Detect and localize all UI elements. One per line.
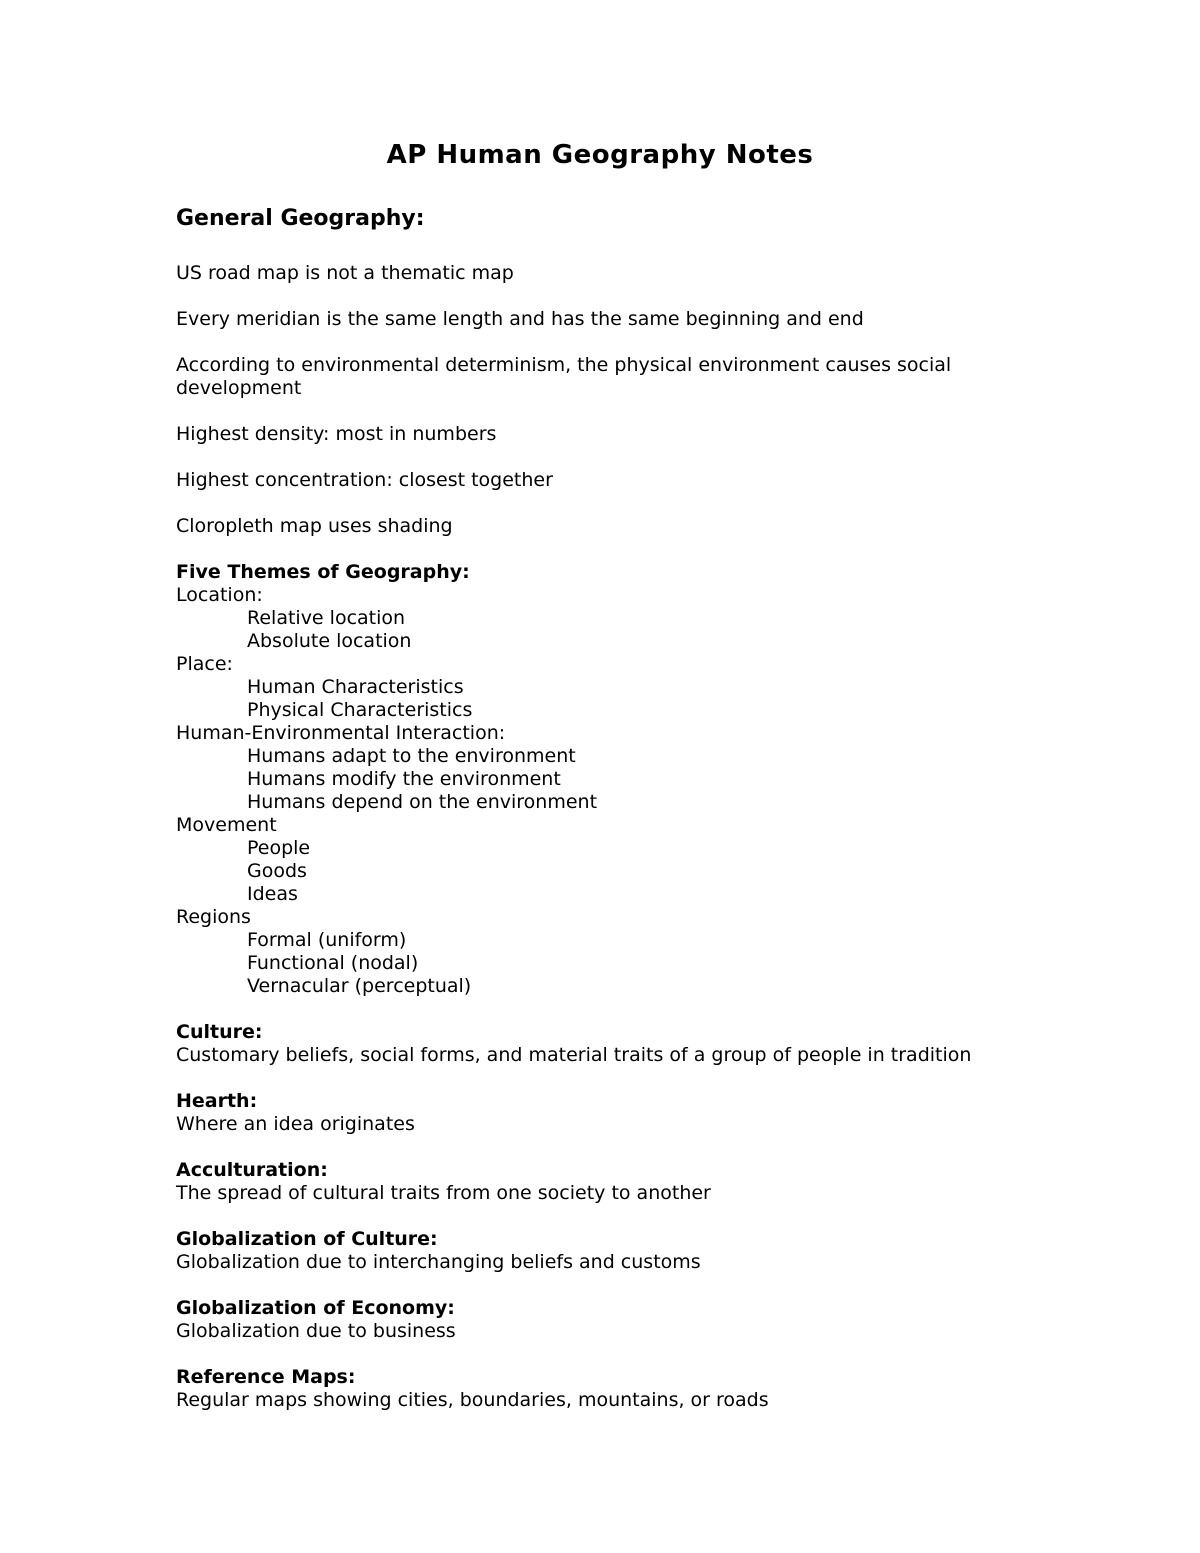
theme-item: Humans depend on the environment	[247, 791, 598, 813]
general-paragraph: US road map is not a thematic map	[176, 262, 514, 284]
theme-item: People	[247, 837, 311, 859]
theme-item: Formal (uniform)	[247, 929, 407, 951]
general-paragraph: According to environmental determinism, the physical environment causes social development	[176, 354, 952, 399]
theme-item: Humans adapt to the environment	[247, 745, 576, 767]
definition-text: Customary beliefs, social forms, and material traits of a group of people in tradition	[176, 1044, 972, 1066]
definition-text: Regular maps showing cities, boundaries, mountains, or roads	[176, 1389, 769, 1411]
definition-term: Culture:	[176, 1021, 263, 1043]
general-paragraph: Highest density: most in numbers	[176, 423, 497, 445]
theme-item: Relative location	[247, 607, 406, 629]
definition-term: Reference Maps:	[176, 1366, 356, 1388]
definition-text: Where an idea originates	[176, 1113, 415, 1135]
theme-item: Goods	[247, 860, 307, 882]
theme-item: Physical Characteristics	[247, 699, 473, 721]
document-body	[176, 205, 1056, 1435]
theme-item: Human Characteristics	[247, 676, 464, 698]
theme-item: Functional (nodal)	[247, 952, 419, 974]
page-title: AP Human Geography Notes	[386, 140, 814, 170]
definition-term: Hearth:	[176, 1090, 258, 1112]
definition-reference-maps	[176, 1366, 1056, 1412]
definition-term: Globalization of Culture:	[176, 1228, 438, 1250]
theme-item: Humans modify the environment	[247, 768, 561, 790]
definition-globalization-economy	[176, 1297, 1056, 1343]
theme-label: Movement	[176, 814, 277, 836]
theme-label: Regions	[176, 906, 251, 928]
general-paragraph: Highest concentration: closest together	[176, 469, 553, 491]
definition-text: Globalization due to interchanging beliefs and customs	[176, 1251, 701, 1273]
definition-text: The spread of cultural traits from one society to another	[176, 1182, 711, 1204]
general-paragraph: Every meridian is the same length and has the same beginning and end	[176, 308, 864, 330]
five-themes-section	[176, 561, 1056, 998]
general-paragraph: Cloropleth map uses shading	[176, 515, 453, 537]
theme-label: Place:	[176, 653, 233, 675]
theme-label: Human-Environmental Interaction:	[176, 722, 506, 744]
definition-term: Acculturation:	[176, 1159, 328, 1181]
theme-item: Absolute location	[247, 630, 412, 652]
theme-item: Ideas	[247, 883, 298, 905]
five-themes-heading: Five Themes of Geography:	[176, 561, 470, 583]
definition-term: Globalization of Economy:	[176, 1297, 455, 1319]
definition-acculturation	[176, 1159, 1056, 1205]
definition-culture	[176, 1021, 1056, 1067]
definition-text: Globalization due to business	[176, 1320, 456, 1342]
theme-item: Vernacular (perceptual)	[247, 975, 472, 997]
theme-label: Location:	[176, 584, 263, 606]
definition-globalization-culture	[176, 1228, 1056, 1274]
general-geography-heading: General Geography:	[176, 206, 425, 231]
definition-hearth	[176, 1090, 1056, 1136]
